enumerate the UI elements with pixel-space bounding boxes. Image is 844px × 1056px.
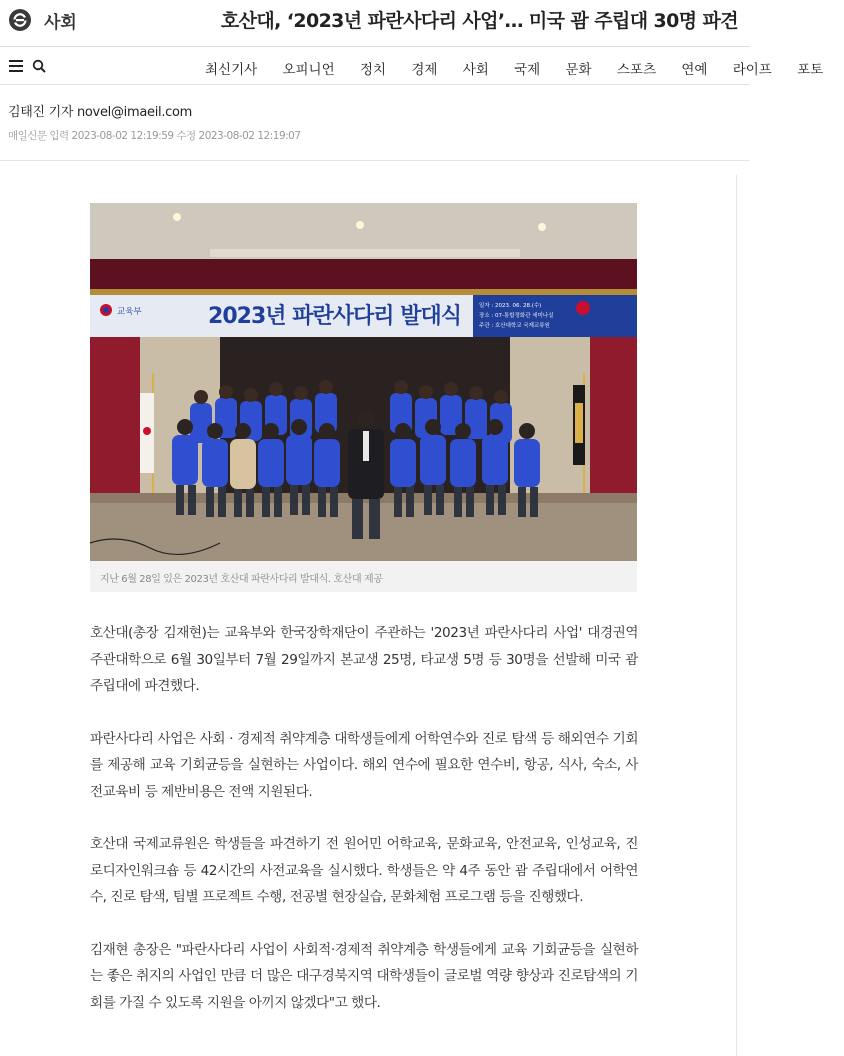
divider	[0, 46, 750, 47]
article-body	[90, 620, 638, 1042]
article-paragraph: 호산대(총장 김재현)는 교육부와 한국장학재단이 주관하는 '2023년 파란사다리 사업' 대경권역 주관대학으로 6월 30일부터 7월 29일까지 본교생 25명, 타교생 5명 등 30명을 선발해 미국 괌 주립대에 파견했다.	[90, 625, 638, 694]
nav-item-latest[interactable]: 최신기사	[205, 62, 258, 78]
banner-host: 주관 : 호산대학교 국제교류원	[479, 323, 550, 329]
article-paragraph: 파란사다리 사업은 사회 · 경제적 취약계층 대학생들에게 어학연수와 진로 탐색 등 해외연수 기회를 제공해 교육 기회균등을 실현하는 사업이다. 해외 연수에 필요한 연수비, 항공, 식사, 숙소, 사전교육비 등 제반비용은 전액 지원된다.	[90, 730, 638, 800]
reporter-byline[interactable]: 김태진 기자 novel@imaeil.com	[8, 105, 193, 120]
nav-item-entertainment[interactable]: 연예	[681, 62, 708, 78]
hamburger-menu-icon[interactable]	[9, 60, 23, 72]
nav-item-opinion[interactable]: 오피니언	[282, 62, 335, 78]
nav-item-international[interactable]: 국제	[514, 62, 541, 78]
divider	[0, 160, 750, 161]
publish-meta: 매일신문 입력 2023-08-02 12:19:59 수정 2023-08-02 12:19:07	[8, 130, 301, 142]
banner-place: 장소 : 07-통합정화관 세미나실	[479, 313, 554, 319]
nav-item-culture[interactable]: 문화	[565, 62, 592, 78]
nav-item-politics[interactable]: 정치	[359, 62, 387, 78]
sidebar-divider	[736, 175, 737, 1056]
nav-item-society[interactable]: 사회	[462, 62, 489, 78]
divider	[0, 84, 750, 85]
photo-caption: 지난 6월 28일 있은 2023년 호산대 파란사다리 발대식. 호산대 제공	[100, 574, 383, 585]
top-header	[0, 0, 750, 40]
nav-item-sports[interactable]: 스포츠	[616, 62, 657, 78]
nav-item-economy[interactable]: 경제	[411, 62, 438, 78]
main-nav	[0, 50, 824, 84]
article-photo[interactable]	[90, 203, 637, 561]
banner-date: 일자 : 2023. 06. 28.(수)	[479, 303, 542, 309]
article-paragraph: 김재현 총장은 "파란사다리 사업이 사회적·경제적 취약계층 학생들에게 교육 기회균등을 실현하는 좋은 취지의 사업인 만큼 더 많은 대구경북지역 대학생들이 글로벌 역량 향상과 진로탐색의 기회를 가질 수 있도록 지원을 아끼지 않겠다"고 했다.	[90, 941, 638, 1011]
nav-item-life[interactable]: 라이프	[732, 62, 772, 78]
search-icon[interactable]	[32, 59, 46, 73]
article-headline: 호산대, ‘2023년 파란사다리 사업’… 미국 괌 주립대 30명 파견	[220, 10, 738, 32]
nav-item-photo[interactable]: 포토	[797, 62, 824, 78]
photo-caption-box	[90, 561, 637, 592]
banner-title: 2023년 파란사다리 발대식	[208, 304, 462, 329]
article-paragraph: 호산대 국제교류원은 학생들을 파견하기 전 원어민 어학교육, 문화교육, 안전교육, 인성교육, 진로디자인워크숍 등 42시간의 사전교육을 실시했다. 학생들은 약 4주 동안 괌 주립대에서 어학연수, 진로 탐색, 팀별 프로젝트 수행, 전공별 현장실습, 문화체험 프로그램 등을 진행했다.	[90, 836, 638, 905]
banner-left-text: 교육부	[117, 307, 142, 317]
section-title[interactable]: 사회	[44, 13, 77, 33]
nav-menu	[205, 58, 844, 78]
site-logo-icon[interactable]	[8, 8, 32, 32]
